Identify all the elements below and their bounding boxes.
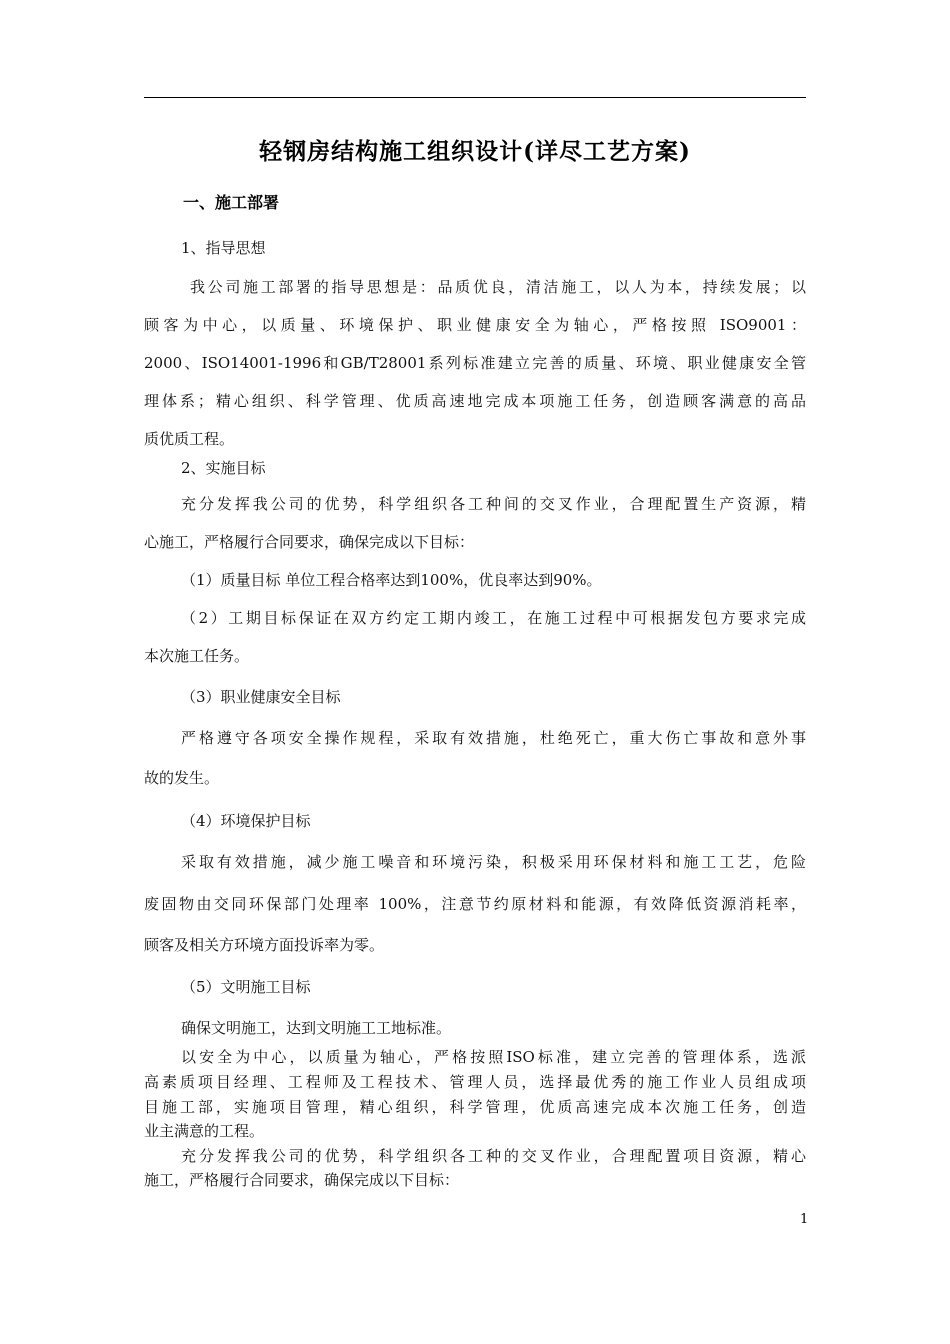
document-title: 轻钢房结构施工组织设计(详尽工艺方案) xyxy=(259,138,691,165)
paragraph-line: 心施工，严格履行合同要求，确保完成以下目标： xyxy=(144,533,475,551)
paragraph-line: 以安全为中心，以质量为轴心，严格按照ISO标准，建立完善的管理体系，选派 xyxy=(181,1048,806,1066)
paragraph-line: 目施工部，实施项目管理，精心组织，科学管理，优质高速完成本次施工任务，创造 xyxy=(144,1098,806,1116)
paragraph-line: 采取有效措施，减少施工噪音和环境污染，积极采用环保材料和施工工艺，危险 xyxy=(181,853,806,871)
paragraph-line: 确保文明施工，达到文明施工工地标准。 xyxy=(181,1019,452,1037)
goal-item: （1）质量目标 单位工程合格率达到100%，优良率达到90%。 xyxy=(181,571,602,589)
paragraph-line: （2）工期目标保证在双方约定工期内竣工，在施工过程中可根据发包方要求完成 xyxy=(181,609,806,627)
section-heading: 一、施工部署 xyxy=(183,193,280,212)
paragraph-line: 顾客为中心，以质量、环境保护、职业健康安全为轴心，严格按照 ISO9001： xyxy=(144,316,806,334)
paragraph-line: 充分发挥我公司的优势，科学组织各工种的交叉作业，合理配置项目资源，精心 xyxy=(181,1147,806,1165)
goal-heading: （3）职业健康安全目标 xyxy=(181,688,341,706)
subsection-heading: 2、实施目标 xyxy=(181,459,266,477)
paragraph-line: 顾客及相关方环境方面投诉率为零。 xyxy=(144,936,385,954)
paragraph-line: 2000、ISO14001-1996和GB/T28001系列标准建立完善的质量、环境、职业健康安全管 xyxy=(144,354,806,372)
paragraph-line: 质优质工程。 xyxy=(144,430,235,448)
paragraph-line: 业主满意的工程。 xyxy=(144,1122,265,1140)
paragraph-line: 高素质项目经理、工程师及工程技术、管理人员，选择最优秀的施工作业人员组成项 xyxy=(144,1073,806,1091)
paragraph-line: 我公司施工部署的指导思想是：品质优良，清洁施工，以人为本，持续发展；以 xyxy=(190,278,806,296)
paragraph-line: 本次施工任务。 xyxy=(144,647,250,665)
goal-heading: （5）文明施工目标 xyxy=(181,978,311,996)
paragraph-line: 严格遵守各项安全操作规程，采取有效措施，杜绝死亡，重大伤亡事故和意外事 xyxy=(181,729,806,747)
paragraph-line: 充分发挥我公司的优势，科学组织各工种间的交叉作业，合理配置生产资源，精 xyxy=(181,495,806,513)
subsection-heading: 1、指导思想 xyxy=(181,239,266,257)
paragraph-line: 故的发生。 xyxy=(144,769,220,787)
page-number: 1 xyxy=(800,1212,809,1227)
paragraph-line: 废固物由交同环保部门处理率 100%，注意节约原材料和能源，有效降低资源消耗率， xyxy=(144,895,806,913)
goal-heading: （4）环境保护目标 xyxy=(181,812,311,830)
paragraph-line: 理体系；精心组织、科学管理、优质高速地完成本项施工任务，创造顾客满意的高品 xyxy=(144,392,806,410)
paragraph-line: 施工，严格履行合同要求，确保完成以下目标： xyxy=(144,1171,460,1189)
header-rule xyxy=(144,97,806,98)
